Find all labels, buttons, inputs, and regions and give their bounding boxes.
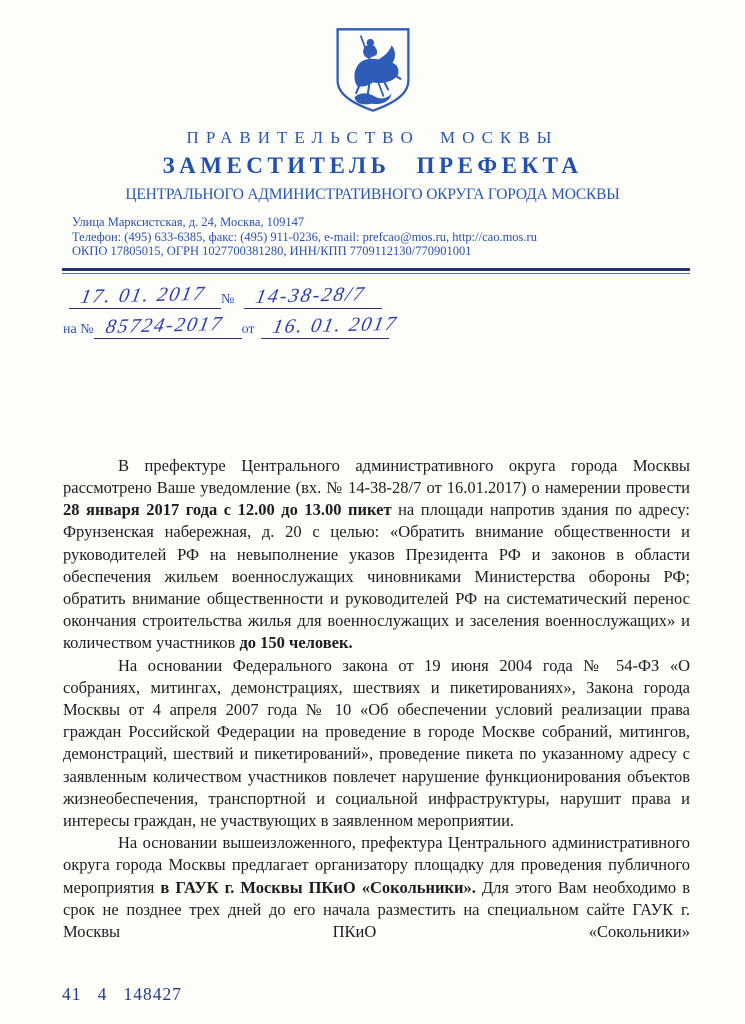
text-run: На основании вышеизложенного, префектура Центрального административного округа города Москвы предлагает организатору площадку для проведения публичного мероприятия bbox=[63, 833, 690, 897]
outgoing-number-handwriting: 14-38-28/7 bbox=[254, 282, 368, 308]
outgoing-number-field bbox=[244, 281, 382, 309]
footer-code: 41 4 148427 bbox=[62, 984, 182, 1004]
body-paragraph bbox=[63, 455, 690, 655]
double-rule bbox=[62, 268, 690, 274]
bold-text-run: в ГАУК г. Москвы ПКиО «Сокольники». bbox=[160, 877, 476, 897]
incoming-date-field bbox=[261, 311, 400, 339]
number-sign-label: № bbox=[221, 291, 235, 307]
district-title: ЦЕНТРАЛЬНОГО АДМИНИСТРАТИВНОГО ОКРУГА ГОРОДА МОСКВЫ bbox=[125, 186, 620, 203]
contact-registry-line: ОКПО 17805015, ОГРН 1027700381280, ИНН/КПП 7709112130/770901001 bbox=[72, 244, 472, 259]
body-paragraph bbox=[63, 832, 690, 943]
text-run: В префектуре Центрального административного округа города Москвы рассмотрено Ваше уведомление (вх. № 14-38-28/7 от 16.01.2017) о намерении провести bbox=[63, 455, 690, 497]
contact-block bbox=[72, 215, 745, 259]
office-title: ЗАМЕСТИТЕЛЬ ПРЕФЕКТА bbox=[162, 153, 583, 178]
incoming-number-field bbox=[94, 311, 242, 339]
letter-body bbox=[63, 455, 690, 943]
incoming-ref-row bbox=[63, 312, 745, 339]
body-paragraph bbox=[63, 655, 690, 833]
contact-phone-line: Телефон: (495) 633-6385, факс: (495) 911-0236, e-mail: prefcao@mos.ru, http://cao.mos.ru bbox=[72, 229, 537, 244]
outgoing-ref-row bbox=[63, 282, 745, 309]
incoming-date-handwriting: 16. 01. 2017 bbox=[270, 312, 400, 338]
contact-address: Улица Марксистская, д. 24, Москва, 109147 bbox=[72, 215, 305, 229]
outgoing-date-field bbox=[69, 281, 221, 309]
text-run: На основании Федерального закона от 19 июня 2004 года № 54-ФЗ «О собраниях, митингах, демонстрациях, шествиях и пикетированиях», Закона города Москвы от 4 апреля 2007 года № 10 «Об обеспечении условий реализации права граждан Российской Федерации на проведение в городе Москве собраний, митингов, демонстраций, шествий и пикетирований», проведение пикета по указанному адресу с заявленным количеством участников повлечет нарушение функционирования объектов жизнеобеспечения, транспортной и социальной инфраструктуры, нарушит права и интересы граждан, не участвующих в заявленном мероприятии. bbox=[63, 655, 690, 831]
bold-text-run: до 150 человек. bbox=[239, 633, 353, 653]
incoming-number-handwriting: 85724-2017 bbox=[103, 312, 225, 338]
from-label: от bbox=[241, 321, 255, 337]
in-reply-to-label: на № bbox=[63, 321, 94, 337]
reference-block bbox=[63, 282, 745, 339]
bold-text-run: 28 января 2017 года с 12.00 до 13.00 пикет bbox=[63, 500, 392, 520]
outgoing-date-handwriting: 17. 01. 2017 bbox=[78, 282, 208, 308]
letterhead bbox=[0, 24, 745, 274]
moscow-coat-of-arms-icon bbox=[330, 24, 416, 116]
text-run: на площади напротив здания по адресу: Фрунзенская набережная, д. 20 с целью: «Обратить внимание общественности и руководителей РФ на невыполнение указов Президента РФ и законов в области обеспечения жильем военнослужащих чиновниками Министерства обороны РФ; обратить внимание общественности и руководителей РФ на систематический перенос окончания строительства жилья для военнослужащих и заселения военнослужащих» и количеством участников bbox=[63, 500, 691, 653]
government-title: ПРАВИТЕЛЬСТВО МОСКВЫ bbox=[186, 128, 559, 147]
text-run: Для этого Вам необходимо в срок не позднее трех дней до его начала разместить на специальном сайте ГАУК г. Москвы ПКиО «Сокольники» bbox=[63, 877, 690, 942]
